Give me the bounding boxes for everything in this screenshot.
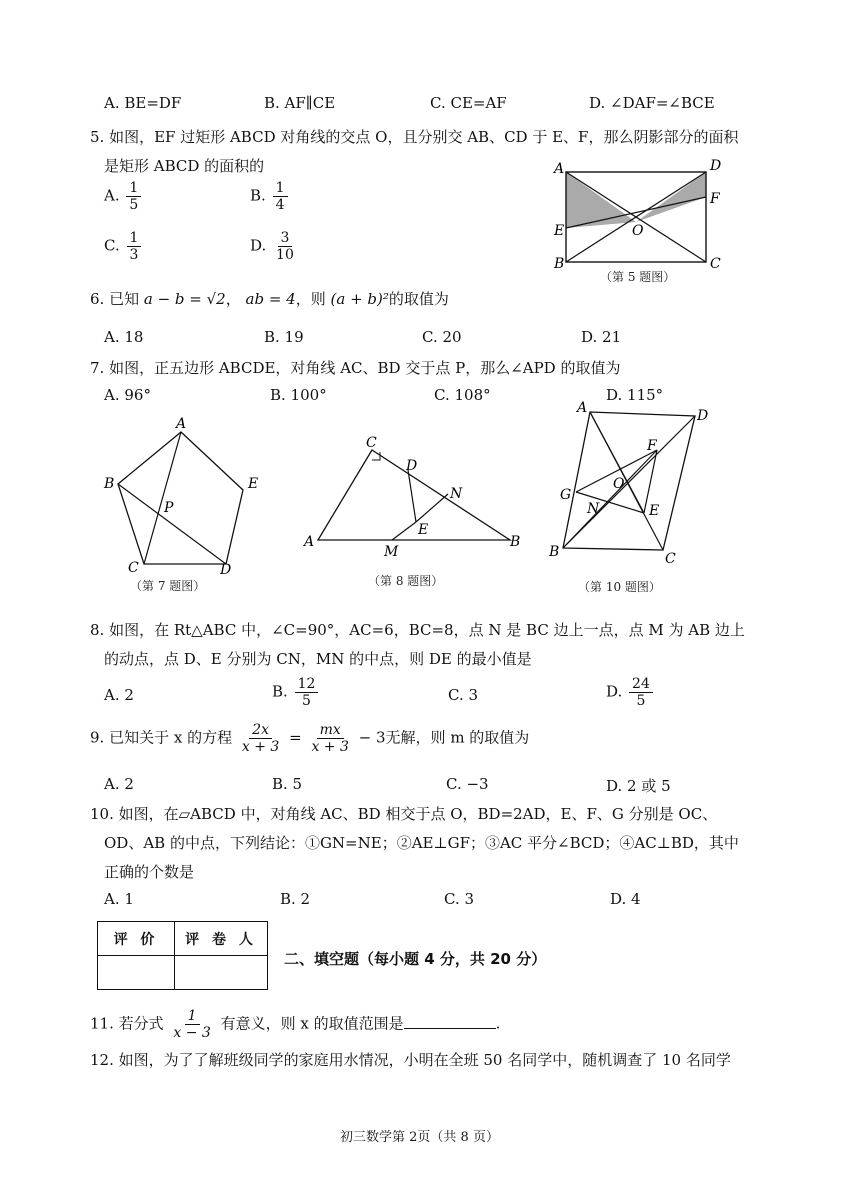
q8-option-d-fraction: $\frac{24}{5}$ [629, 676, 653, 709]
q6-condition-2: ab = 4 [245, 290, 296, 308]
q6-expression: (a + b)² [330, 290, 389, 308]
q10-option-c: C. 3 [444, 890, 475, 908]
q5-option-d: D. $\frac{3}{10}$ [250, 230, 299, 263]
segment-bf [563, 450, 660, 548]
q10-text-line1: 10. 如图，在▱ABCD 中，对角线 AC、BD 相交于点 O，BD=2AD，E、F、G 分别是 OC、 [90, 805, 718, 823]
q9-option-b: B. 5 [272, 775, 303, 793]
q8-text-line2: 的动点，点 D、E 分别为 CN，MN 的中点，则 DE 的最小值是 [104, 650, 532, 668]
q8-option-d: D. $\frac{24}{5}$ [606, 676, 655, 709]
q7-option-b: B. 100° [270, 386, 327, 404]
q8-option-b-fraction: $\frac{12}{5}$ [295, 676, 319, 709]
q5-option-a-fraction: $\frac{1}{5}$ [126, 180, 141, 213]
figure-q5-rectangle [552, 155, 732, 275]
q8-option-c: C. 3 [448, 686, 479, 704]
label-a: A [554, 161, 565, 177]
label-d: D [220, 562, 232, 577]
q7-option-c: C. 108° [434, 386, 491, 404]
label-e: E [649, 503, 660, 519]
q10-option-a: A. 1 [104, 890, 134, 908]
segment-ae [590, 412, 644, 513]
grading-header-grader: 评 卷 人 [175, 922, 268, 956]
grading-table [97, 921, 268, 990]
q11-fraction: $\frac{1}{x - 3}$ [173, 1008, 211, 1041]
label-p: P [164, 500, 174, 516]
q10-text-line3: 正确的个数是 [104, 863, 195, 881]
label-c: C [665, 551, 676, 567]
q11-answer-blank[interactable] [404, 1014, 496, 1029]
q5-option-c: C. $\frac{1}{3}$ [104, 230, 143, 263]
q9-option-d: D. 2 或 5 [606, 777, 671, 795]
q9-text: 9. 已知关于 x 的方程 $\frac{2x}{x + 3}$ = $\frac{mx}{x + 3}$ − 3无解，则 m 的取值为 [90, 722, 530, 755]
q6-option-d: D. 21 [581, 328, 622, 346]
label-b: B [554, 256, 565, 272]
q5-option-b: B. $\frac{1}{4}$ [250, 180, 290, 213]
q9-fraction-right: $\frac{mx}{x + 3}$ [311, 722, 349, 755]
q12-text: 12. 如图，为了了解班级同学的家庭用水情况，小明在全班 50 名同学中，随机调查了 10 名同学 [90, 1051, 731, 1069]
q4-option-a: A. BE=DF [104, 94, 182, 112]
figure-q8-caption: （第 8 题图） [368, 574, 444, 588]
q10-option-d: D. 4 [610, 890, 641, 908]
q8-option-b: B. $\frac{12}{5}$ [272, 676, 320, 709]
q9-option-c: C. −3 [446, 775, 489, 793]
label-e: E [248, 476, 259, 492]
label-m: M [384, 544, 399, 560]
section-2-title: 二、填空题（每小题 4 分，共 20 分） [284, 950, 547, 968]
label-n: N [587, 501, 600, 517]
diagonal-bd [118, 484, 226, 564]
grading-cell-evaluation[interactable] [98, 956, 175, 990]
q4-option-c: C. CE=AF [430, 94, 507, 112]
q8-text-line1: 8. 如图，在 Rt△ABC 中，∠C=90°，AC=6，BC=8，点 N 是 BC 边上一点，点 M 为 AB 边上 [90, 621, 745, 639]
q6-condition-1: a − b = √2 [143, 290, 226, 308]
figure-q10-parallelogram [545, 400, 720, 572]
q11-text: 11. 若分式 $\frac{1}{x - 3}$ 有意义，则 x 的取值范围是 . [90, 1008, 501, 1041]
q5-text-line2: 是矩形 ABCD 的面积的 [104, 157, 265, 175]
q6-option-a: A. 18 [104, 328, 144, 346]
q10-text-line2: OD、AB 的中点，下列结论：①GN=NE；②AE⊥GF；③AC 平分∠BCD；④AC⊥BD，其中 [104, 834, 739, 852]
segment-em [392, 522, 416, 540]
label-f: F [710, 191, 720, 207]
q8-option-a: A. 2 [104, 686, 134, 704]
diagonal-ac [144, 432, 181, 564]
q4-option-d: D. ∠DAF=∠BCE [589, 94, 715, 112]
q5-option-b-fraction: $\frac{1}{4}$ [273, 180, 288, 213]
q6-option-b: B. 19 [264, 328, 304, 346]
grading-cell-grader[interactable] [175, 956, 268, 990]
grading-header-evaluation: 评 价 [98, 922, 175, 956]
q9-option-a: A. 2 [104, 775, 134, 793]
figure-q5-caption: （第 5 题图） [600, 270, 676, 284]
q6-option-c: C. 20 [422, 328, 462, 346]
label-d: D [697, 408, 709, 424]
label-e: E [554, 223, 565, 239]
q9-fraction-left: $\frac{2x}{x + 3}$ [241, 722, 280, 755]
q4-option-b: B. AF∥CE [264, 94, 336, 112]
label-a: A [176, 416, 187, 432]
figure-q7-pentagon [98, 412, 268, 577]
label-c: C [710, 256, 721, 272]
label-o: O [632, 223, 644, 239]
label-b: B [510, 534, 521, 550]
label-a: A [577, 400, 588, 416]
label-b: B [549, 544, 560, 560]
q7-text: 7. 如图，正五边形 ABCDE，对角线 AC、BD 交于点 P，那么∠APD 的取值为 [90, 359, 621, 377]
q5-option-a: A. $\frac{1}{5}$ [104, 180, 143, 213]
label-g: G [560, 487, 572, 503]
q5-option-d-fraction: $\frac{3}{10}$ [276, 230, 294, 263]
label-c: C [128, 560, 139, 576]
label-o: O [613, 476, 625, 492]
label-d: D [406, 458, 418, 474]
q7-option-a: A. 96° [104, 386, 151, 404]
label-e: E [418, 522, 429, 538]
shaded-region-right [636, 172, 706, 222]
q6-text: 6. 已知 a − b = √2， ab = 4，则 (a + b)²的取值为 [90, 290, 449, 308]
q7-option-d: D. 115° [606, 386, 664, 404]
page-footer: 初三数学第 2页（共 8 页） [340, 1130, 499, 1145]
q5-option-c-fraction: $\frac{1}{3}$ [127, 230, 142, 263]
q10-option-b: B. 2 [280, 890, 311, 908]
shaded-region-left [566, 172, 636, 228]
label-c: C [366, 435, 377, 451]
label-f: F [647, 438, 657, 454]
label-b: B [104, 476, 115, 492]
q5-text-line1: 5. 如图，EF 过矩形 ABCD 对角线的交点 O，且分别交 AB、CD 于 E、F，那么阴影部分的面积 [90, 128, 739, 146]
figure-q10-caption: （第 10 题图） [578, 580, 661, 594]
segment-ne [416, 494, 448, 522]
label-d: D [710, 158, 722, 174]
figure-q7-caption: （第 7 题图） [130, 579, 206, 593]
parallelogram-abcd [563, 412, 695, 550]
figure-q8-triangle [298, 430, 530, 565]
label-n: N [450, 486, 463, 502]
label-a: A [304, 534, 315, 550]
